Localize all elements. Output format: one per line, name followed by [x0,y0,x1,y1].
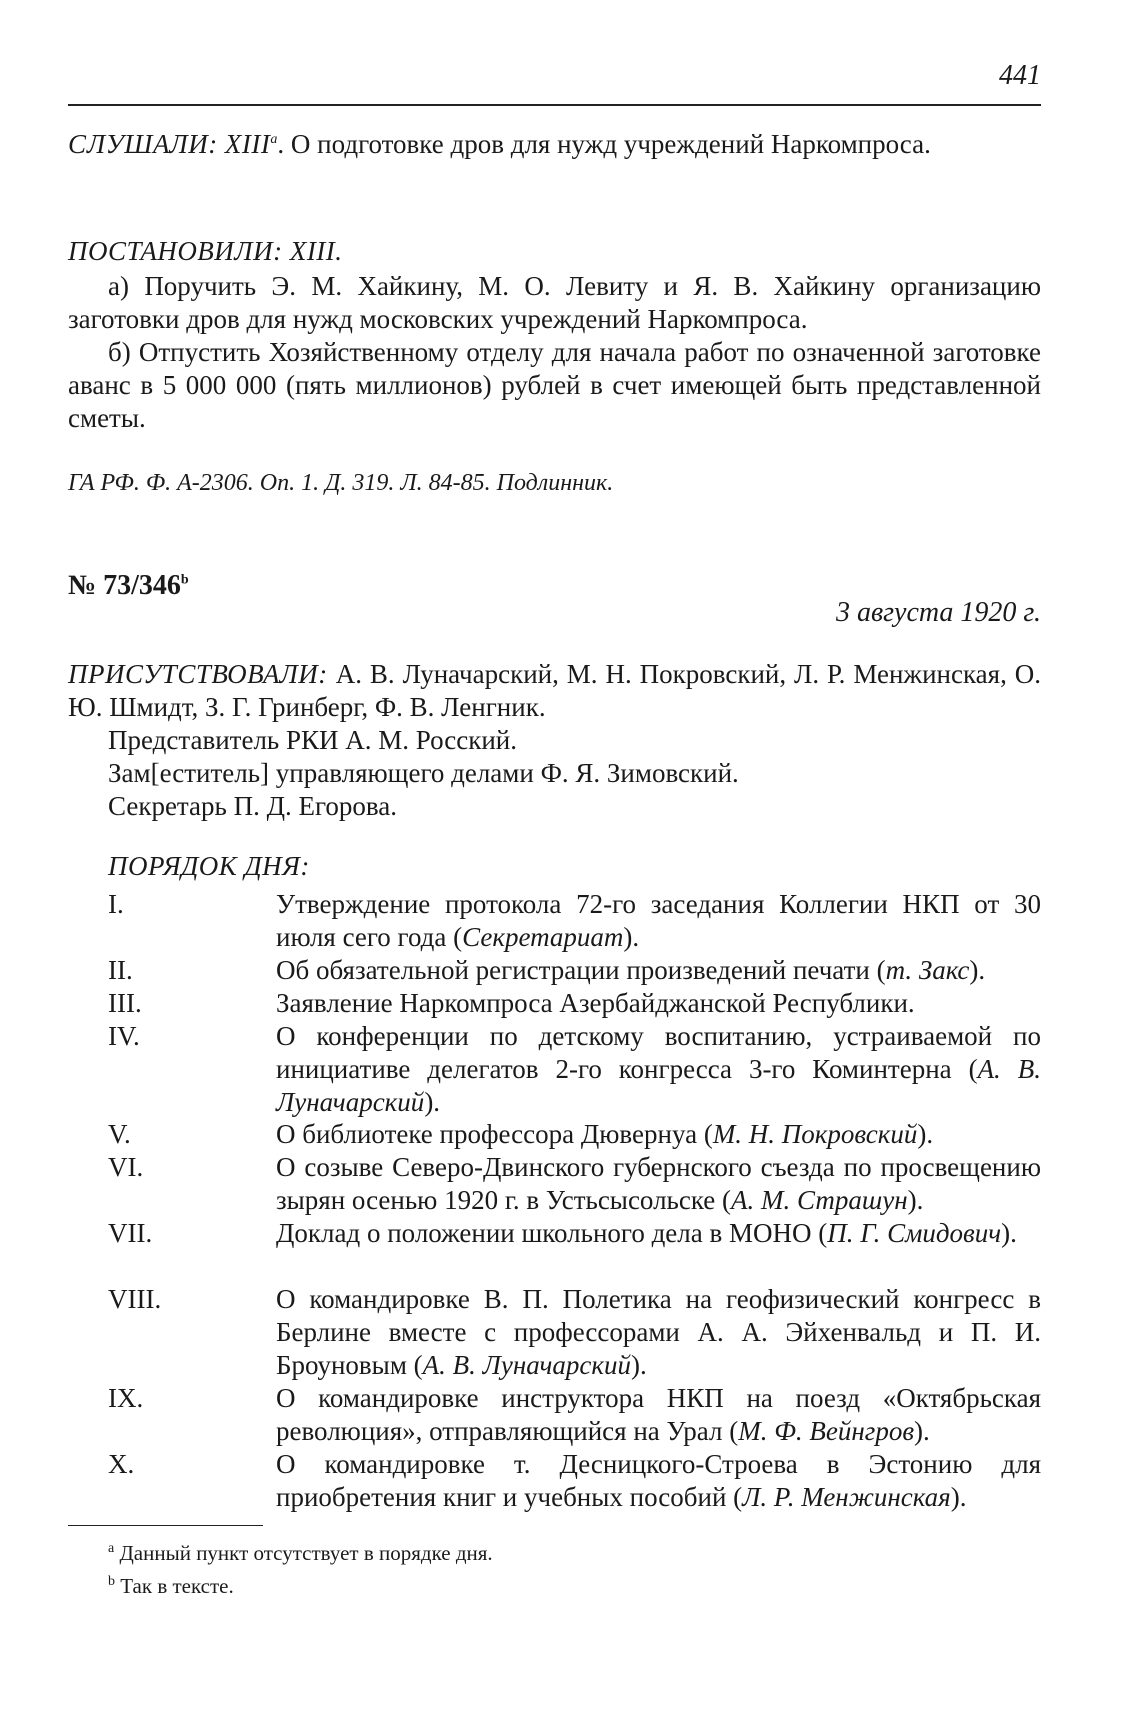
footnote-ref-a: а [270,132,278,147]
agenda-item-end: ). [950,1482,967,1512]
agenda-item [108,987,1041,1020]
document-date: 3 августа 1920 г. [835,597,1041,628]
agenda-item-speaker: А. В. Луначарский [276,1054,1041,1117]
agenda-item-body: О библиотеке профессора Дювернуа ( [276,1119,713,1149]
page-number: 441 [999,60,1041,91]
agenda-item-end: ). [917,1119,934,1149]
agenda-item-text [276,987,1041,1020]
footnote-text-b: Так в тексте. [115,1574,234,1598]
archive-reference: ГА РФ. Ф. А-2306. Оп. 1. Д. 319. Л. 84-85. Подлинник. [68,470,614,496]
agenda-item-body: Заявление Наркомпроса Азербайджанской Республики. [276,988,915,1018]
attendance-paragraph [68,658,1041,724]
agenda-item [108,1151,1041,1217]
decided-label: ПОСТАНОВИЛИ: XIII. [68,236,343,266]
footnote-a [108,1540,493,1566]
agenda-item-text [276,1118,1041,1151]
agenda-item-text [276,1217,1041,1250]
footnote-mark-b: b [108,1574,115,1589]
agenda-item-body: Доклад о положении школьного дела в МОНО ( [276,1218,828,1248]
heard-label: СЛУШАЛИ: XIII [68,129,271,159]
agenda-item-body: О командировке т. Десницкого-Строева в Эстонию для приобретения книг и учебных пособий ( [276,1449,1041,1512]
agenda-item-speaker: т. Закс [885,955,970,985]
agenda-item [108,1382,1041,1448]
agenda-item-end: ). [424,1087,441,1117]
agenda-item-text [276,1151,1041,1217]
agenda-item [108,1217,1041,1250]
agenda-label: ПОРЯДОК ДНЯ: [108,851,310,881]
agenda-item-end: ). [969,955,986,985]
agenda-item-end: ). [914,1416,930,1446]
deputy-manager: Зам[еститель] управляющего делами Ф. Я. Зимовский. [108,758,739,788]
agenda-item-number: IV. [108,1021,140,1051]
agenda-item-number: I. [108,889,124,919]
agenda-item-speaker: Л. Р. Менжинская [742,1482,951,1512]
agenda-item-text [276,1382,1041,1448]
agenda-item-speaker: А. М. Страшун [731,1185,908,1215]
attendance-label: ПРИСУТСТВОВАЛИ: [68,659,328,689]
agenda-item [108,888,1041,954]
agenda-item [108,1448,1041,1514]
agenda-item-text [276,1283,1041,1382]
agenda-item-body: О командировке инструктора НКП на поезд «Октябрьская революция», отправляющийся на Урал ( [276,1383,1041,1446]
decision-b: б) Отпустить Хозяйственному отделу для начала работ по означенной заготовке аванс в 5 000 000 (пять миллионов) рублей в счет имеющей быть представленной сметы. [68,337,1041,433]
agenda-item-text [276,954,1041,987]
agenda-item [108,1118,1041,1151]
agenda-item-speaker: П. Г. Смидович [827,1218,1002,1248]
agenda-item-end: ). [1001,1218,1017,1248]
agenda-item-body: О командировке В. П. Полетика на геофизический конгресс в Берлине вместе с профессорами А. А. Эйхенвальд и П. И. Броуновым ( [276,1284,1041,1380]
agenda-item-speaker: М. Ф. Вейнгров [738,1416,915,1446]
heard-text: . О подготовке дров для нужд учреждений Наркомпроса. [277,129,931,159]
agenda-item-text [276,1448,1041,1514]
page-header [68,58,1041,106]
agenda-item-number: X. [108,1449,135,1479]
agenda-item-number: III. [108,988,142,1018]
agenda-item-number: VIII. [108,1284,162,1314]
attendance-list: А. В. Луначарский, М. Н. Покровский, Л. Р. Менжинская, О. Ю. Шмидт, З. Г. Гринберг, Ф. В. Ленгник. [68,659,1041,722]
agenda-item-speaker: А. В. Луначарский [422,1350,631,1380]
footnote-b [108,1573,234,1599]
agenda-item [108,1020,1041,1119]
agenda-item-speaker: Секретариат [462,922,624,952]
agenda-item-number: IX. [108,1383,144,1413]
agenda-item-number: VII. [108,1218,153,1248]
agenda-item-speaker: М. Н. Покровский [712,1119,918,1149]
agenda-item-end: ). [630,1350,647,1380]
agenda-item-body: О конференции по детскому воспитанию, устраиваемой по инициативе делегатов 2-го конгресса 3-го Коминтерна ( [276,1021,1041,1084]
agenda-item-text [276,888,1041,954]
agenda-item-end: ). [907,1185,924,1215]
agenda-item [108,954,1041,987]
footnote-ref-b: b [180,572,189,588]
footnote-text-a: Данный пункт отсутствует в порядке дня. [114,1541,493,1565]
agenda-item-body: О созыве Северо-Двинского губернского съезда по просвещению зырян осенью 1920 г. в Устьсысольске ( [276,1152,1041,1215]
rki-representative: Представитель РКИ А. М. Росский. [108,725,518,755]
secretary: Секретарь П. Д. Егорова. [108,791,398,821]
agenda-item-end: ). [623,922,640,952]
agenda-item-number: VI. [108,1152,144,1182]
footnote-mark-a: а [108,1541,115,1556]
heard-paragraph [68,128,1041,161]
decision-a: а) Поручить Э. М. Хайкину, М. О. Левиту и Я. В. Хайкину организацию заготовки дров для нужд московских учреждений Наркомпроса. [68,271,1041,334]
footnote-divider [68,1525,263,1526]
agenda-item-number: II. [108,955,133,985]
agenda-item-number: V. [108,1119,131,1149]
agenda-item-body: Об обязательной регистрации произведений печати ( [276,955,886,985]
agenda-item [108,1283,1041,1382]
agenda-item-body: Утверждение протокола 72-го заседания Коллегии НКП от 30 июля сего года ( [276,889,1041,952]
document-number-text: № 73/346 [68,570,181,601]
agenda-item-text [276,1020,1041,1119]
